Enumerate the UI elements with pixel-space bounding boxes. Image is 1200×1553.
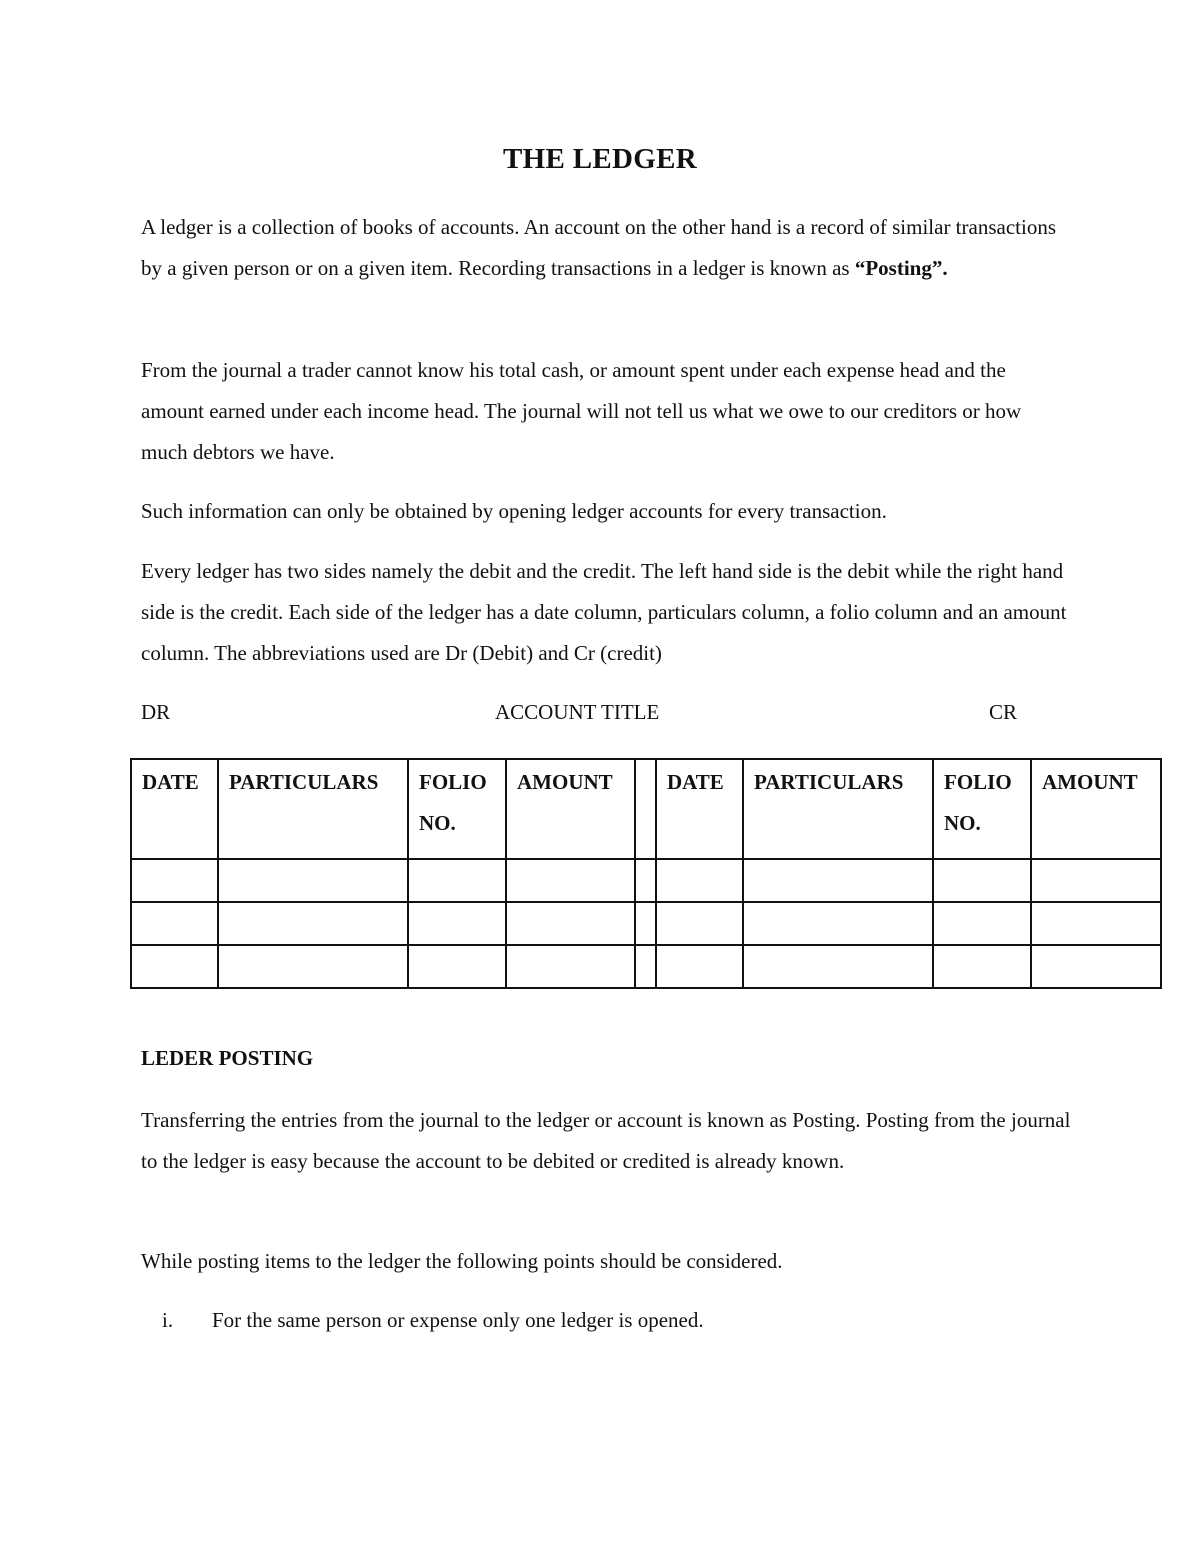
debit-date-header: DATE bbox=[131, 759, 218, 859]
table-row bbox=[131, 945, 1161, 988]
table-cell bbox=[131, 859, 218, 902]
table-row bbox=[131, 859, 1161, 902]
ledger-table bbox=[130, 758, 1162, 989]
posting-points-paragraph: While posting items to the ledger the following points should be considered. bbox=[141, 1249, 783, 1273]
table-cell bbox=[408, 945, 506, 988]
column-divider bbox=[635, 759, 656, 859]
table-cell bbox=[656, 859, 743, 902]
credit-date-header: DATE bbox=[656, 759, 743, 859]
table-cell bbox=[506, 945, 635, 988]
debit-particulars-header: PARTICULARS bbox=[218, 759, 408, 859]
debit-amount-header: AMOUNT bbox=[506, 759, 635, 859]
column-divider bbox=[635, 902, 656, 945]
list-item-text: For the same person or expense only one ledger is opened. bbox=[212, 1308, 704, 1332]
table-cell bbox=[506, 902, 635, 945]
ledger-sides-paragraph: Every ledger has two sides namely the debit and the credit. The left hand side is the debit while the right hand side is the credit. Each side of the ledger has a date column, particulars column, a folio column and an amount column. The abbreviations used are Dr (Debit) and Cr (credit) bbox=[141, 559, 1067, 665]
ledger-header-row bbox=[131, 759, 1161, 859]
table-cell bbox=[408, 902, 506, 945]
table-cell bbox=[1031, 945, 1161, 988]
account-title-label: ACCOUNT TITLE bbox=[495, 700, 660, 724]
table-cell bbox=[506, 859, 635, 902]
table-cell bbox=[743, 859, 933, 902]
ledger-posting-heading: LEDER POSTING bbox=[141, 1046, 314, 1070]
credit-particulars-header: PARTICULARS bbox=[743, 759, 933, 859]
table-cell bbox=[656, 945, 743, 988]
table-cell bbox=[743, 902, 933, 945]
column-divider bbox=[635, 945, 656, 988]
posting-definition-paragraph: Transferring the entries from the journal to the ledger or account is known as Posting. Posting from the journal to the ledger is easy because the account to be debited or credited is already known. bbox=[141, 1108, 1071, 1173]
ledger-accounts-paragraph: Such information can only be obtained by opening ledger accounts for every transaction. bbox=[141, 499, 887, 523]
table-cell bbox=[218, 859, 408, 902]
page-title: THE LEDGER bbox=[503, 143, 697, 175]
table-cell bbox=[656, 902, 743, 945]
dr-label: DR bbox=[141, 700, 171, 724]
table-cell bbox=[131, 902, 218, 945]
table-cell bbox=[743, 945, 933, 988]
list-marker: i. bbox=[162, 1308, 174, 1332]
table-cell bbox=[933, 902, 1031, 945]
intro-paragraph bbox=[141, 207, 1071, 289]
debit-folio-header: FOLIO NO. bbox=[408, 759, 506, 859]
credit-folio-header: FOLIO NO. bbox=[933, 759, 1031, 859]
account-header bbox=[0, 700, 1200, 730]
cr-label: CR bbox=[989, 700, 1018, 724]
column-divider bbox=[635, 859, 656, 902]
table-cell bbox=[1031, 902, 1161, 945]
table-cell bbox=[933, 859, 1031, 902]
table-cell bbox=[131, 945, 218, 988]
table-row bbox=[131, 902, 1161, 945]
table-cell bbox=[218, 945, 408, 988]
table-cell bbox=[933, 945, 1031, 988]
intro-text: A ledger is a collection of books of accounts. An account on the other hand is a record of similar transactions by a given person or on a given item. Recording transactions in a ledger is known as bbox=[141, 215, 1056, 280]
table-cell bbox=[408, 859, 506, 902]
posting-term: “Posting”. bbox=[854, 256, 948, 280]
credit-amount-header: AMOUNT bbox=[1031, 759, 1161, 859]
journal-limitations-paragraph: From the journal a trader cannot know his total cash, or amount spent under each expense head and the amount earned under each income head. The journal will not tell us what we owe to our creditors or how much debtors we have. bbox=[141, 358, 1022, 464]
table-cell bbox=[218, 902, 408, 945]
table-cell bbox=[1031, 859, 1161, 902]
